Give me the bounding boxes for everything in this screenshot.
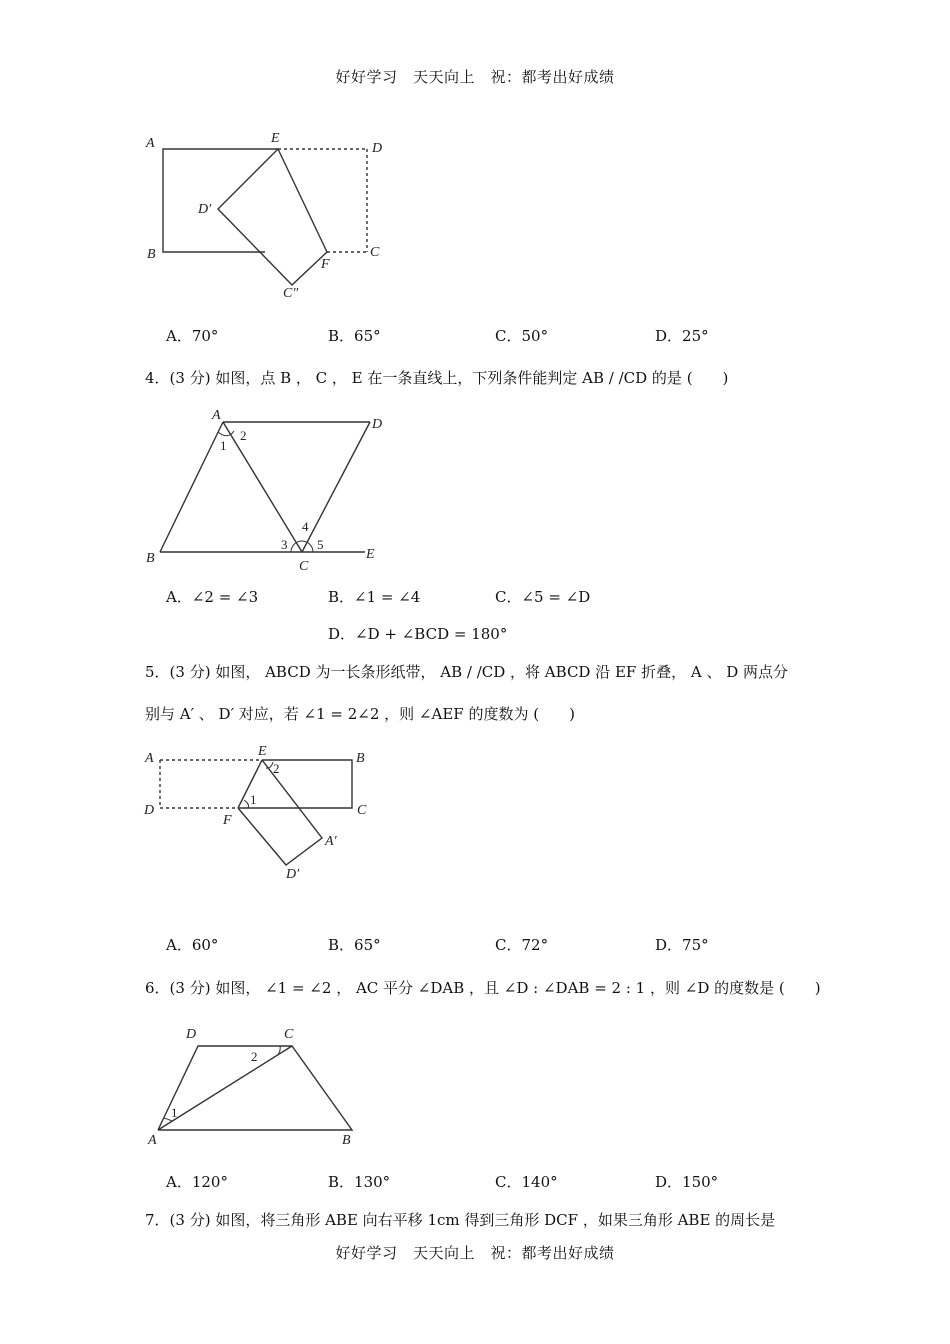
q5-option-b[interactable]: B．65° (328, 936, 381, 954)
q5-label-E: E (258, 744, 267, 759)
q6-option-a[interactable]: A．120° (166, 1173, 228, 1191)
q6-angle-2: 2 (251, 1049, 258, 1064)
q5-label-F: F (223, 813, 232, 828)
q4-label-C: C (299, 559, 309, 574)
q5-stem-line2: 别与 A′ 、 D′ 对应，若 ∠1 = 2∠2 ，则 ∠AEF 的度数为 ( ) (145, 705, 575, 723)
q6-label-C: C (284, 1027, 294, 1042)
q6-label-D: D (186, 1027, 197, 1042)
q5-label-D: D (144, 803, 155, 818)
q3-option-b[interactable]: B．65° (328, 327, 381, 345)
q5-stem-line1: 5．(3 分) 如图， ABCD 为一长条形纸带， AB / /CD ，将 ABCD 沿 EF 折叠， A 、 D 两点分 (145, 663, 789, 681)
q4-label-D: D (372, 417, 383, 432)
q4-option-b[interactable]: B．∠1 = ∠4 (328, 588, 421, 606)
q3-figure (140, 125, 400, 305)
q4-angle-2: 2 (240, 428, 247, 443)
q3-label-C: C (370, 245, 380, 260)
q3-label-Dprime: D′ (198, 202, 212, 217)
q6-stem: 6．(3 分) 如图， ∠1 = ∠2 ， AC 平分 ∠DAB ，且 ∠D : ∠DAB = 2 : 1 ，则 ∠D 的度数是 ( ) (145, 979, 821, 997)
q3-option-d[interactable]: D．25° (655, 327, 709, 345)
q3-label-D: D (372, 141, 383, 156)
q4-option-c[interactable]: C．∠5 = ∠D (495, 588, 591, 606)
q4-label-B: B (146, 551, 155, 566)
q5-figure (140, 740, 400, 890)
q5-label-C: C (357, 803, 367, 818)
q5-option-c[interactable]: C．72° (495, 936, 549, 954)
q7-stem: 7．(3 分) 如图，将三角形 ABE 向右平移 1cm 得到三角形 DCF ，如果三角形 ABE 的周长是 (145, 1211, 776, 1229)
q5-angle-2: 2 (273, 761, 280, 776)
q4-label-E: E (366, 547, 375, 562)
q3-label-Cprime: C″ (283, 286, 299, 301)
q4-figure (140, 400, 400, 580)
page-footer: 好好学习 天天向上 祝：都考出好成绩 (335, 1244, 615, 1262)
q4-option-d[interactable]: D．∠D + ∠BCD = 180° (328, 625, 508, 643)
q4-stem: 4．(3 分) 如图，点 B ， C ， E 在一条直线上，下列条件能判定 AB / /CD 的是 ( ) (145, 369, 729, 387)
q3-label-A: A (146, 136, 155, 151)
q6-label-B: B (342, 1133, 351, 1148)
q5-option-d[interactable]: D．75° (655, 936, 709, 954)
q4-angle-4: 4 (302, 519, 309, 534)
q6-label-A: A (148, 1133, 157, 1148)
q5-label-B: B (356, 751, 365, 766)
q6-option-c[interactable]: C．140° (495, 1173, 558, 1191)
q3-label-E: E (271, 131, 280, 146)
q3-option-a[interactable]: A．70° (166, 327, 219, 345)
q4-angle-3: 3 (281, 537, 288, 552)
q5-angle-1: 1 (250, 792, 257, 807)
q6-figure (140, 1020, 380, 1150)
q4-angle-5: 5 (317, 537, 324, 552)
q3-label-B: B (147, 247, 156, 262)
q6-option-b[interactable]: B．130° (328, 1173, 391, 1191)
q4-angle-1: 1 (220, 438, 227, 453)
q5-label-A: A (145, 751, 154, 766)
q3-label-F: F (321, 257, 330, 272)
page-header: 好好学习 天天向上 祝：都考出好成绩 (335, 68, 615, 86)
q6-option-d[interactable]: D．150° (655, 1173, 719, 1191)
q5-label-Aprime: A′ (325, 834, 337, 849)
q6-angle-1: 1 (171, 1105, 178, 1120)
q4-option-a[interactable]: A．∠2 = ∠3 (166, 588, 259, 606)
q3-option-c[interactable]: C．50° (495, 327, 549, 345)
q5-label-Dprime: D′ (286, 867, 300, 882)
q5-option-a[interactable]: A．60° (166, 936, 219, 954)
q4-label-A: A (212, 408, 221, 423)
